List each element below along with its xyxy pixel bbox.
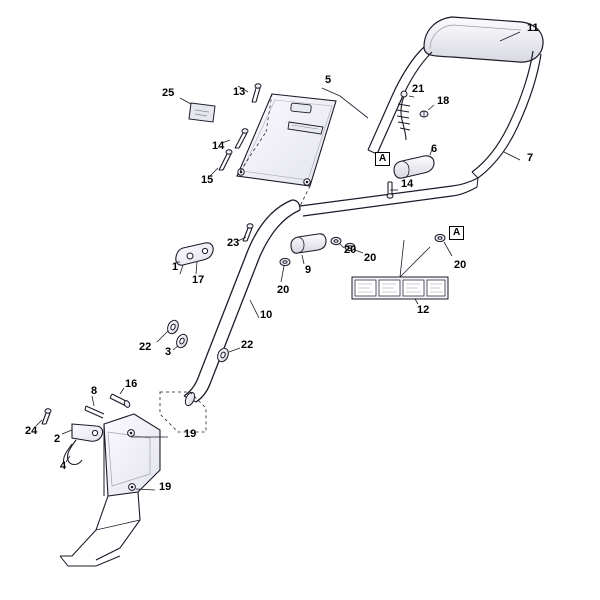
callout-5: 5 xyxy=(325,74,332,86)
pin-8 xyxy=(85,396,104,418)
callout-24: 24 xyxy=(25,425,38,437)
callout-9: 9 xyxy=(305,264,312,276)
callout-14-left: 14 xyxy=(212,140,225,152)
callout-11: 11 xyxy=(527,22,539,34)
label-plate-12 xyxy=(352,240,448,304)
cable-21 xyxy=(397,91,414,140)
bolt-23 xyxy=(238,224,253,241)
callout-17: 17 xyxy=(192,274,205,286)
part-25-plate xyxy=(180,98,215,122)
callout-20-a: 20 xyxy=(344,244,357,256)
chassis-assembly xyxy=(60,392,206,566)
washer-20-c xyxy=(280,258,290,282)
callout-4: 4 xyxy=(60,460,67,472)
bolt-15 xyxy=(210,150,232,176)
callout-10: 10 xyxy=(260,309,273,321)
callout-20-d: 20 xyxy=(454,259,467,271)
callout-14-right: 14 xyxy=(401,178,414,190)
bushing-9 xyxy=(291,234,326,264)
bushing-22-a xyxy=(157,319,180,342)
callout-22-b: 22 xyxy=(241,339,254,351)
bushing-22-b xyxy=(216,347,240,364)
callout-23: 23 xyxy=(227,237,240,249)
reference-marker-a-lower: A xyxy=(449,226,464,240)
callout-7: 7 xyxy=(527,152,534,164)
callout-15: 15 xyxy=(201,174,214,186)
callout-6: 6 xyxy=(431,143,438,155)
callout-19-b: 19 xyxy=(159,481,172,493)
callout-20-b: 20 xyxy=(364,252,377,264)
leader-lines xyxy=(176,32,520,372)
callout-2: 2 xyxy=(54,433,61,445)
callout-12: 12 xyxy=(417,304,430,316)
callout-1: 1 xyxy=(172,261,179,273)
callout-8: 8 xyxy=(91,385,98,397)
callout-21: 21 xyxy=(412,83,425,95)
main-handle-tube xyxy=(183,200,300,407)
pin-16 xyxy=(110,388,131,408)
sleeve-6 xyxy=(394,149,434,178)
console-panel xyxy=(237,94,336,206)
callout-16: 16 xyxy=(125,378,138,390)
bolt-24 xyxy=(36,409,51,426)
bracket-1-17 xyxy=(176,243,213,274)
bolt-14-right xyxy=(387,182,398,198)
washer-20-a xyxy=(331,237,344,248)
callout-19-a: 19 xyxy=(184,428,197,440)
callout-22-a: 22 xyxy=(139,341,152,353)
callout-18: 18 xyxy=(437,95,450,107)
upper-handle-bar xyxy=(424,17,543,62)
handle-left-upright xyxy=(368,47,432,154)
callout-3: 3 xyxy=(165,346,172,358)
lever-2-4 xyxy=(62,424,103,465)
callout-13: 13 xyxy=(233,86,246,98)
callout-20-c: 20 xyxy=(277,284,290,296)
bolt-14-left xyxy=(222,129,248,148)
bushing-3 xyxy=(173,333,189,350)
nut-18 xyxy=(420,105,434,117)
callout-25: 25 xyxy=(162,87,175,99)
reference-marker-a-upper: A xyxy=(375,152,390,166)
